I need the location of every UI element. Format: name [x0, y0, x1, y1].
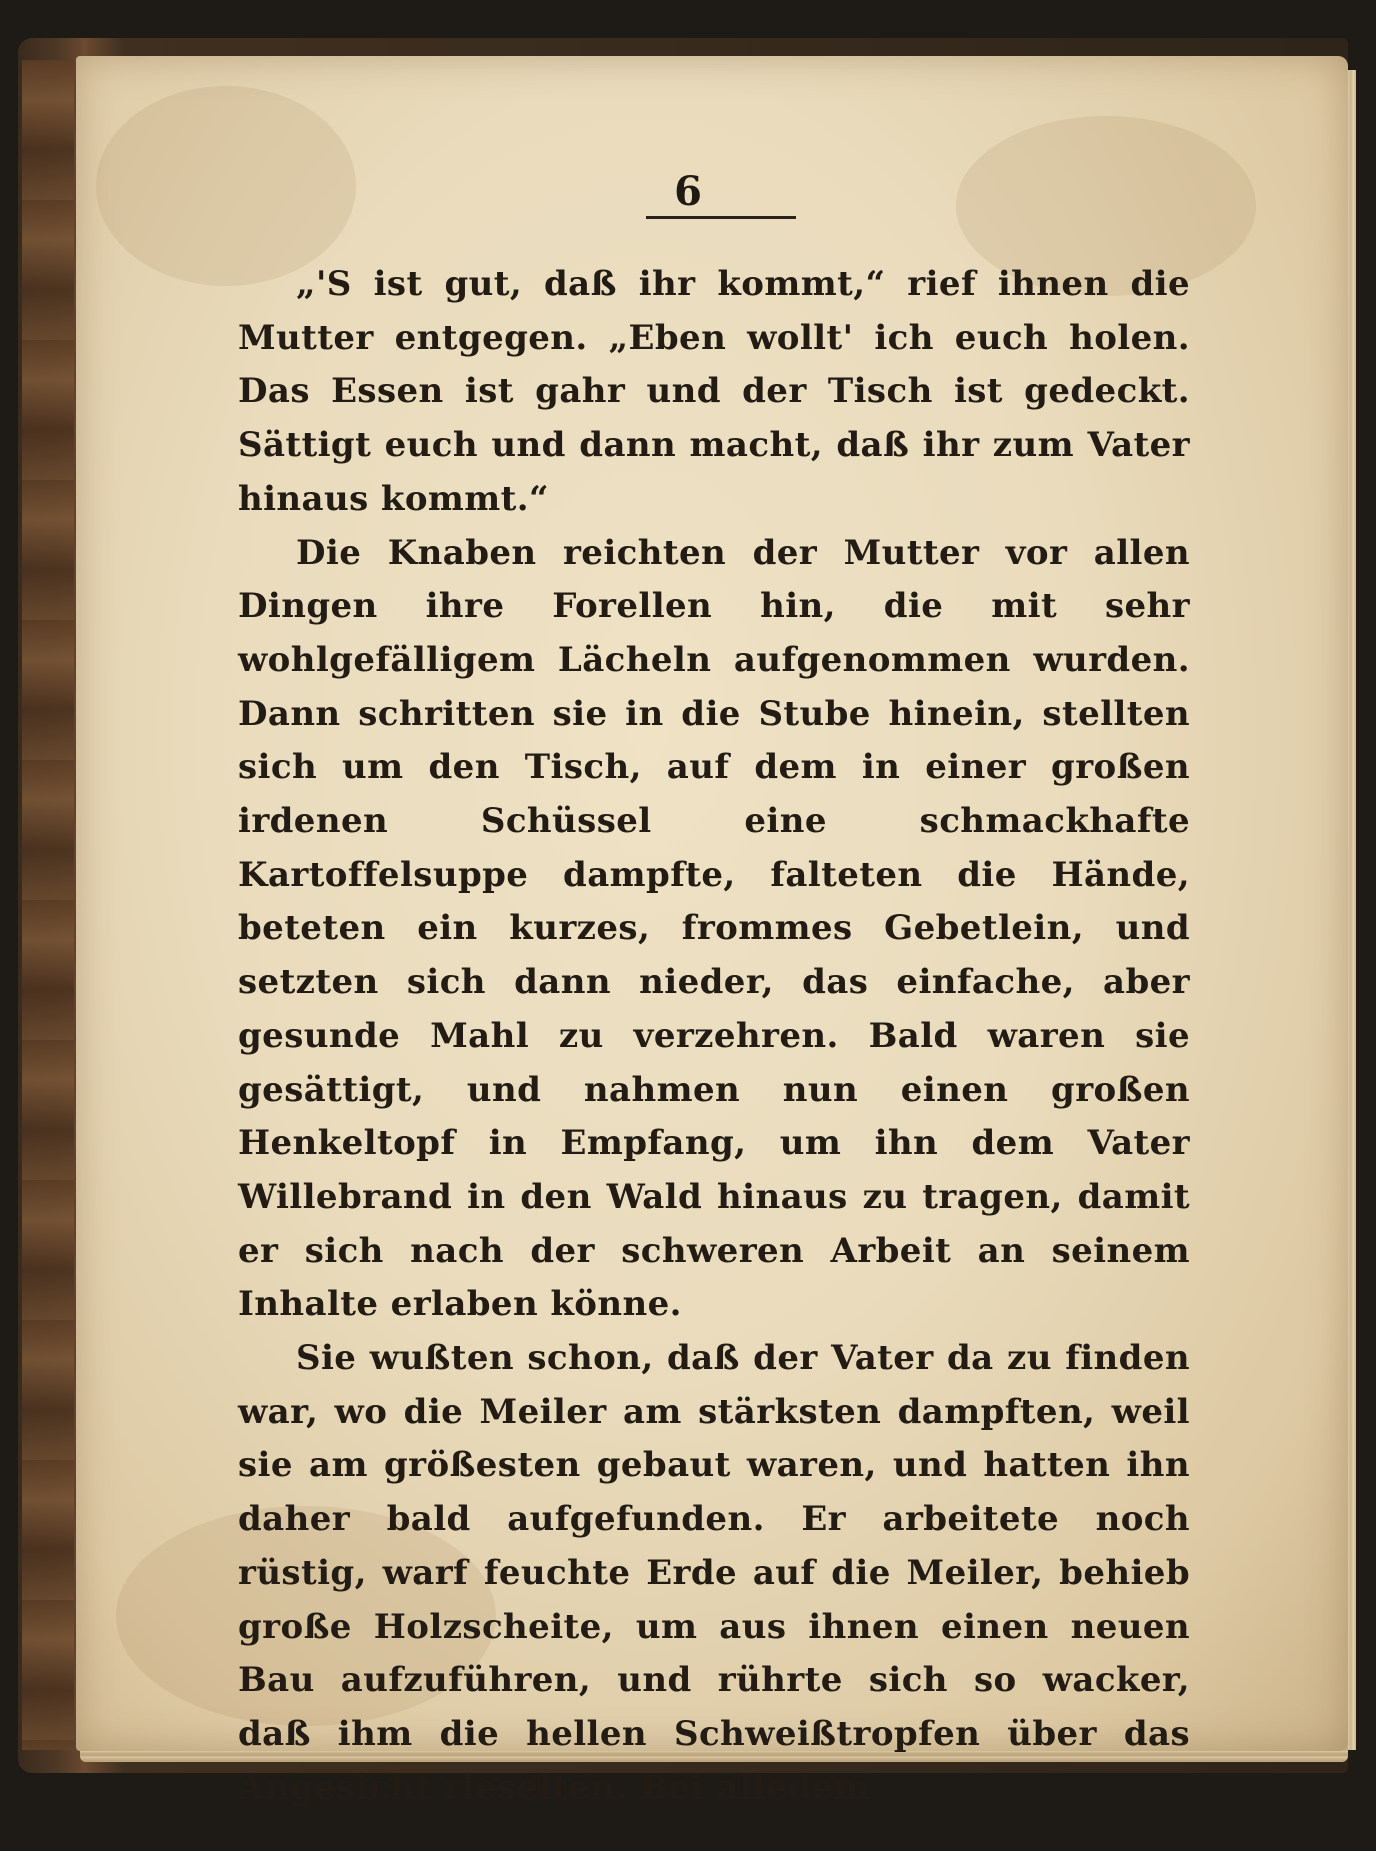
page-number: 6: [674, 168, 702, 215]
paragraph: Sie wußten schon, daß der Vater da zu finden war, wo die Meiler am stärksten dampften, weil sie am größesten gebaut waren, und hatten ihn daher bald aufgefunden. Er arbeitete noch rüstig, warf feuchte Erde auf die Meiler, behieb große Holzscheite, um aus ihnen einen neuen Bau aufzuführen, und rührte sich so wacker, daß ihm die hellen Schweißtropfen über das Angesicht rieselten. Bei alledem: [238, 1338, 1190, 1808]
body-text: [238, 258, 1190, 1815]
book-spine-edge: [22, 60, 74, 1750]
paragraph: Die Knaben reichten der Mutter vor allen Dingen ihre Forellen hin, die mit sehr wohlgefälligem Lächeln aufgenommen wurden. Dann schritten sie in die Stube hinein, stellten sich um den Tisch, auf dem in einer großen irdenen Schüssel eine schmackhafte Kartoffelsuppe dampfte, falteten die Hände, beteten ein kurzes, frommes Gebetlein, und setzten sich dann nieder, das einfache, aber gesunde Mahl zu verzehren. Bald waren sie gesättigt, und nahmen nun einen großen Henkeltopf in Empfang, um ihn dem Vater Willebrand in den Wald hinaus zu tragen, damit er sich nach der schweren Arbeit an seinem Inhalte erlaben könne.: [238, 532, 1190, 1325]
page-number-rule: [646, 216, 796, 219]
paragraph: „'S ist gut, daß ihr kommt,“ rief ihnen die Mutter entgegen. „Eben wollt' ich euch holen. Das Essen ist gahr und der Tisch ist gedeckt. Sättigt euch und dann macht, daß ihr zum Vater hinaus kommt.“: [238, 264, 1190, 519]
